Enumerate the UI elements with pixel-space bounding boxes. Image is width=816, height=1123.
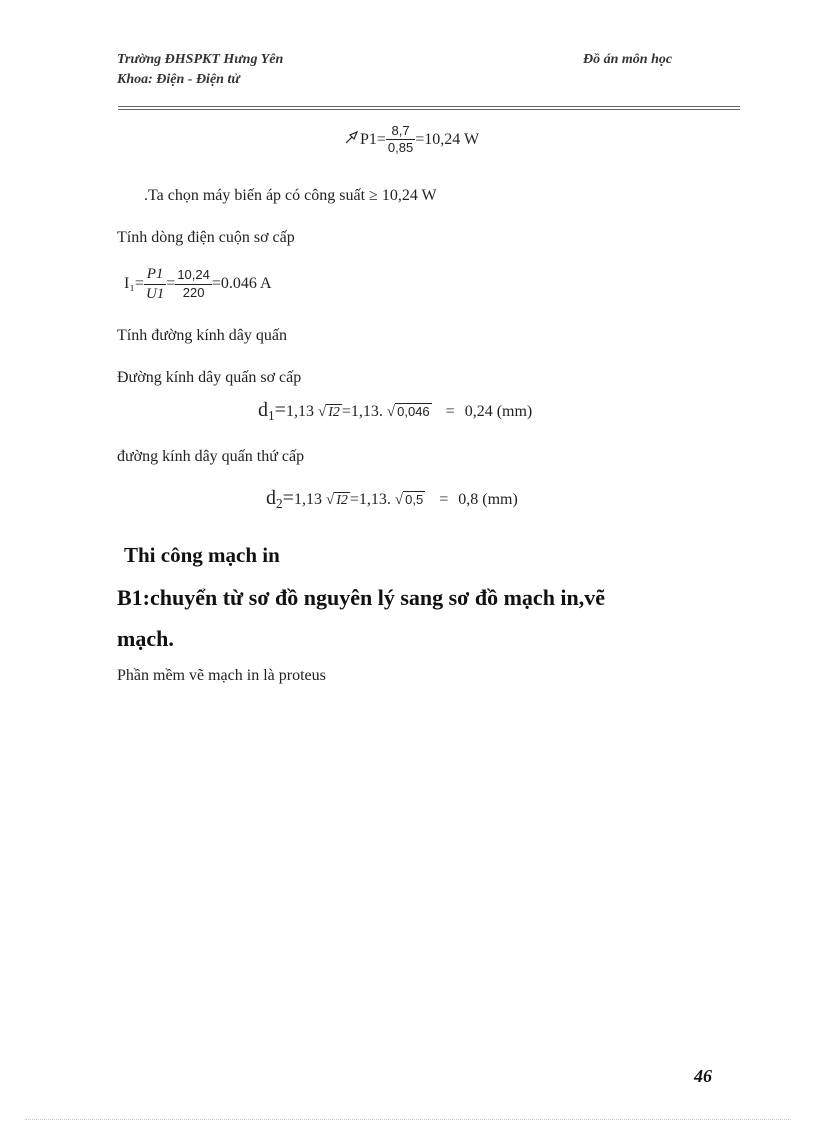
p1-fraction (386, 124, 415, 156)
d2-radicand-symbolic: I2 (336, 493, 348, 508)
header-faculty: Khoa: Điện - Điện tử (117, 72, 240, 87)
i1-lhs: I₁= (124, 275, 144, 292)
section-title: Thi công mạch in (124, 543, 280, 567)
header-school: Trường ĐHSPKT Hưng Yên (117, 52, 284, 67)
i1-rhs: =0.046 A (211, 275, 272, 292)
text-choose-transformer: .Ta chọn máy biến áp có công suất ≥ 10,24 W (144, 187, 437, 204)
equation-d1 (258, 399, 532, 424)
d1-result: 0,24 (mm) (464, 403, 533, 420)
i1-f2-denominator: 220 (182, 284, 205, 300)
heading-wire-diameter: Tính đường kính dây quấn (117, 327, 287, 344)
d1-equals: = (274, 399, 286, 421)
d1-radicand-symbolic: I2 (328, 405, 340, 420)
heading-secondary-diameter: đường kính dây quấn thứ cấp (117, 448, 305, 465)
square-root-icon: √ I2 (325, 492, 348, 508)
square-root-icon: √ 0,5 (394, 492, 424, 508)
software-note: Phần mềm vẽ mạch in là proteus (117, 667, 326, 684)
header-rule-bottom (118, 109, 740, 110)
d2-coefficient: 1,13 (293, 491, 322, 508)
equation-p1 (344, 124, 479, 156)
implies-arrow-icon (344, 129, 360, 150)
p1-rhs: =10,24 W (415, 130, 480, 148)
d1-symbol: d (258, 399, 268, 421)
d2-result: 0,8 (mm) (458, 491, 518, 508)
square-root-icon: √ I2 (317, 404, 340, 420)
p1-numerator: 8,7 (386, 124, 415, 140)
d1-subscript: 1 (268, 408, 275, 424)
d1-equals-2: = (445, 403, 455, 420)
i1-f1-numerator: P1 (144, 266, 166, 285)
equation-i1 (124, 266, 272, 302)
d1-coefficient: 1,13 (285, 403, 314, 420)
i1-fraction-symbolic (144, 266, 166, 302)
d2-middle: =1,13. (349, 491, 391, 508)
d1-middle: =1,13. (341, 403, 383, 420)
p1-lhs: P1= (360, 130, 386, 148)
d1-radicand-numeric: 0,046 (397, 404, 430, 419)
d2-equals-2: = (439, 491, 449, 508)
equation-d2 (266, 487, 518, 512)
d2-equals: = (282, 487, 294, 509)
page-number: 46 (694, 1066, 712, 1086)
heading-primary-current: Tính dòng điện cuộn sơ cấp (117, 229, 295, 246)
step-b1-line1: B1:chuyển từ sơ đồ nguyên lý sang sơ đồ mạch in,vẽ (117, 585, 606, 610)
i1-f2-numerator: 10,24 (175, 268, 212, 284)
page-bottom-border (25, 1119, 791, 1120)
header-rule-top (118, 106, 740, 107)
heading-primary-diameter: Đường kính dây quấn sơ cấp (117, 369, 302, 386)
step-b1-line2: mạch. (117, 626, 174, 651)
i1-equals: = (166, 275, 176, 292)
i1-fraction-numeric (175, 268, 212, 300)
square-root-icon: √ 0,046 (386, 404, 430, 420)
i1-f1-denominator: U1 (145, 285, 165, 302)
header-doc-type: Đồ án môn học (583, 52, 673, 67)
p1-denominator: 0,85 (387, 140, 414, 156)
d2-symbol: d (266, 487, 276, 509)
d2-radicand-numeric: 0,5 (405, 492, 424, 507)
d2-subscript: 2 (276, 496, 283, 512)
